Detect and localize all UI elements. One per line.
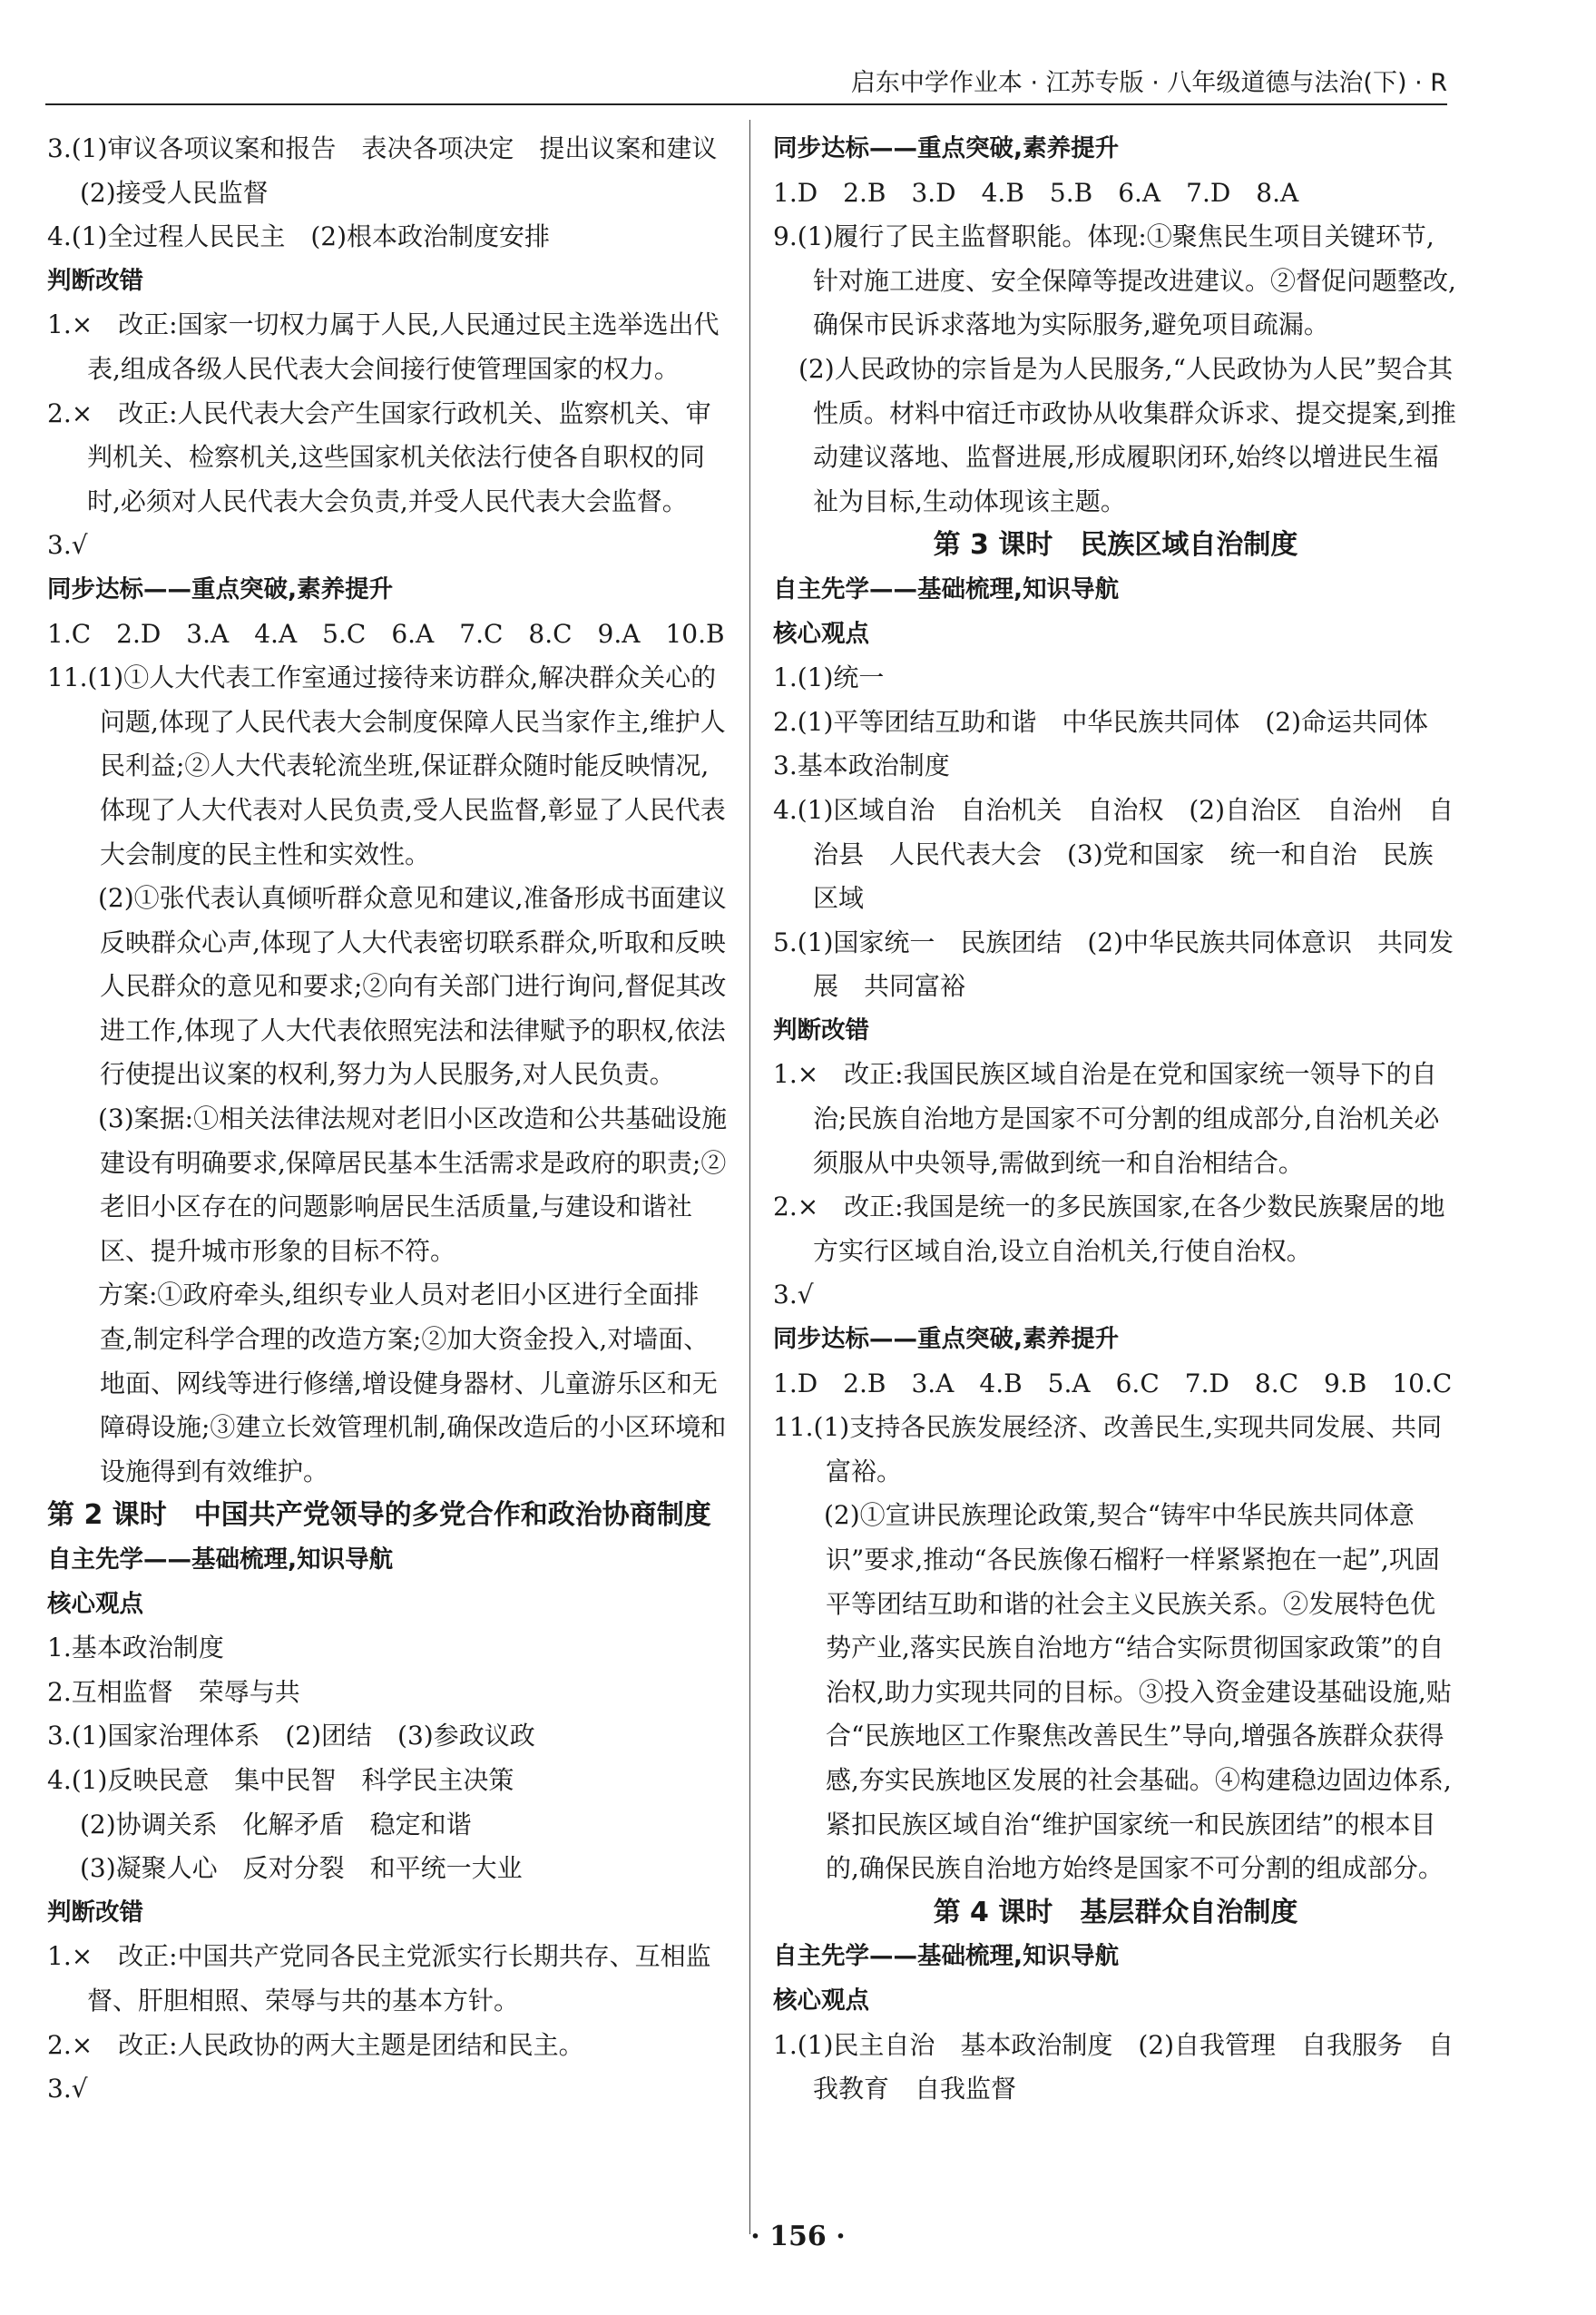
left-paragraph: 判断改错 xyxy=(47,1898,143,1927)
right-paragraph: 第 4 课时 基层群众自治制度 xyxy=(933,1896,1298,1928)
left-paragraph: 2.互相监督 荣辱与共 xyxy=(47,1676,300,1707)
left-paragraph: 1.× 改正:国家一切权力属于人民,人民通过民主选举选出代表,组成各级人民代表大会间接行使管理国家的权力。 xyxy=(47,309,720,384)
right-column xyxy=(773,127,1458,2112)
right-paragraph: 2.× 改正:我国是统一的多民族国家,在各少数民族聚居的地方实行区域自治,设立自治机关,行使自治权。 xyxy=(773,1192,1445,1266)
right-paragraph: 核心观点 xyxy=(773,619,869,648)
left-paragraph: 4.(1)反映民意 集中民智 科学民主决策 xyxy=(47,1764,514,1795)
left-paragraph: 同步达标——重点突破,素养提升 xyxy=(47,574,394,603)
left-paragraph: 3.√ xyxy=(47,530,88,561)
left-paragraph: 自主先学——基础梳理,知识导航 xyxy=(47,1545,394,1574)
left-column xyxy=(47,127,732,2112)
right-paragraph: 1.D 2.B 3.D 4.B 5.B 6.A 7.D 8.A xyxy=(773,177,1299,208)
left-paragraph: 第 2 课时 中国共产党领导的多党合作和政治协商制度 xyxy=(47,1499,711,1532)
right-paragraph: 判断改错 xyxy=(773,1015,869,1045)
right-paragraph: 第 3 课时 民族区域自治制度 xyxy=(933,529,1298,562)
left-paragraph: 3.√ xyxy=(47,2074,88,2104)
right-paragraph: 5.(1)国家统一 民族团结 (2)中华民族共同体意识 共同发展 共同富裕 xyxy=(773,927,1454,1002)
right-paragraph: 3.基本政治制度 xyxy=(773,750,950,781)
left-paragraph: 1.基本政治制度 xyxy=(47,1633,224,1663)
right-paragraph: 1.D 2.B 3.A 4.B 5.A 6.C 7.D 8.C 9.B 10.C xyxy=(773,1368,1453,1398)
left-paragraph: (3)凝聚人心 反对分裂 和平统一大业 xyxy=(80,1853,523,1884)
left-paragraph: 核心观点 xyxy=(47,1589,143,1618)
right-paragraph: 1.(1)民主自治 基本政治制度 (2)自我管理 自我服务 自我教育 自我监督 xyxy=(773,2029,1454,2104)
right-paragraph: 11.(1)支持各民族发展经济、改善民生,实现共同发展、共同富裕。 xyxy=(773,1412,1443,1486)
left-paragraph: 3.(1)国家治理体系 (2)团结 (3)参政议政 xyxy=(47,1721,535,1751)
right-paragraph: 4.(1)区域自治 自治机关 自治权 (2)自治区 自治州 自治县 人民代表大会 (3)党和国家 统一和自治 民族 区域 xyxy=(773,794,1459,914)
right-paragraph: 1.(1)统一 xyxy=(773,662,885,693)
right-paragraph: 同步达标——重点突破,素养提升 xyxy=(773,134,1120,162)
left-paragraph: 方案:①政府牵头,组织专业人员对老旧小区进行全面排查,制定科学合理的改造方案;②加大资金投入,对墙面、地面、网线等进行修缮,增设健身器材、儿童游乐区和无障碍设施;③建立长效管理机制,确保改造后的小区环境和设施得到有效维护。 xyxy=(47,1280,727,1486)
left-paragraph: 2.× 改正:人民政协的两大主题是团结和民主。 xyxy=(47,2029,584,2060)
right-paragraph: 1.× 改正:我国民族区域自治是在党和国家统一领导下的自治;民族自治地方是国家不可分割的组成部分,自治机关必须服从中央领导,需做到统一和自治相结合。 xyxy=(773,1059,1440,1178)
left-paragraph: (2)协调关系 化解矛盾 稳定和谐 xyxy=(80,1809,472,1839)
left-paragraph: 11.(1)①人大代表工作室通过接待来访群众,解决群众关心的问题,体现了人民代表大会制度保障人民当家作主,维护人民利益;②人大代表轮流坐班,保证群众随时能反映情况,体现了人大代表对人民负责,受人民监督,彰显了人民代表大会制度的民主性和实效性。 xyxy=(47,662,726,869)
left-paragraph: 1.C 2.D 3.A 4.A 5.C 6.A 7.C 8.C 9.A 10.B xyxy=(47,618,725,649)
page-header xyxy=(45,64,1447,105)
page-number: · 156 · xyxy=(750,2221,846,2252)
right-paragraph: 3.√ xyxy=(773,1280,814,1310)
header-title: 启东中学作业本 · 江苏专版 · 八年级道德与法治(下) · R xyxy=(850,69,1447,97)
left-paragraph: (2)接受人民监督 xyxy=(80,177,269,208)
right-paragraph: 9.(1)履行了民主监督职能。体现:①聚焦民生项目关键环节,针对施工进度、安全保障等提改进建议。②督促问题整改,确保市民诉求落地为实际服务,避免项目疏漏。 xyxy=(773,221,1456,340)
right-paragraph: 2.(1)平等团结互助和谐 中华民族共同体 (2)命运共同体 xyxy=(773,706,1429,737)
right-paragraph: 自主先学——基础梳理,知识导航 xyxy=(773,574,1120,603)
left-paragraph: (2)①张代表认真倾听群众意见和建议,准备形成书面建议反映群众心声,体现了人大代表密切联系群众,听取和反映人民群众的意见和要求;②向有关部门进行询问,督促其改进工作,体现了人大代表依照宪法和法律赋予的职权,依法行使提出议案的权利,努力为人民服务,对人民负责。 xyxy=(47,883,727,1090)
left-paragraph: 1.× 改正:中国共产党同各民主党派实行长期共存、互相监督、肝胆相照、荣辱与共的基本方针。 xyxy=(47,1941,711,2016)
right-paragraph: (2)①宣讲民族理论政策,契合“铸牢中华民族共同体意识”要求,推动“各民族像石榴籽一样紧紧抱在一起”,巩固平等团结互助和谐的社会主义民族关系。②发展特色优势产业,落实民族自治地方“结合实际贯彻国家政策”的自治权,助力实现共同的目标。③投入资金建设基础设施,贴合“民族地区工作聚焦改善民生”导向,增强各族群众获得感,夯实民族地区发展的社会基础。④构建稳边固边体系,紧扣民族区域自治“维护国家统一和民族团结”的根本目的,确保民族自治地方始终是国家不可分割的组成部分。 xyxy=(773,1500,1452,1884)
right-paragraph: 自主先学——基础梳理,知识导航 xyxy=(773,1942,1120,1971)
left-paragraph: 判断改错 xyxy=(47,266,143,295)
left-paragraph: (3)案据:①相关法律法规对老旧小区改造和公共基础设施建设有明确要求,保障居民基本生活需求是政府的职责;②老旧小区存在的问题影响居民生活质量,与建设和谐社区、提升城市形象的目标不符。 xyxy=(47,1104,728,1266)
column-divider xyxy=(749,120,750,2234)
left-paragraph: 4.(1)全过程人民民主 (2)根本政治制度安排 xyxy=(47,221,551,252)
right-paragraph: (2)人民政协的宗旨是为人民服务,“人民政协为人民”契合其性质。材料中宿迁市政协从收集群众诉求、提交提案,到推动建议落地、监督进展,形成履职闭环,始终以增进民生福祉为目标,生动体现该主题。 xyxy=(773,353,1456,516)
left-paragraph: 2.× 改正:人民代表大会产生国家行政机关、监察机关、审判机关、检察机关,这些国家机关依法行使各自职权的同时,必须对人民代表大会负责,并受人民代表大会监督。 xyxy=(47,397,711,516)
left-paragraph: 3.(1)审议各项议案和报告 表决各项决定 提出议案和建议 xyxy=(47,133,718,163)
right-paragraph: 核心观点 xyxy=(773,1986,869,2015)
right-paragraph: 同步达标——重点突破,素养提升 xyxy=(773,1325,1120,1354)
